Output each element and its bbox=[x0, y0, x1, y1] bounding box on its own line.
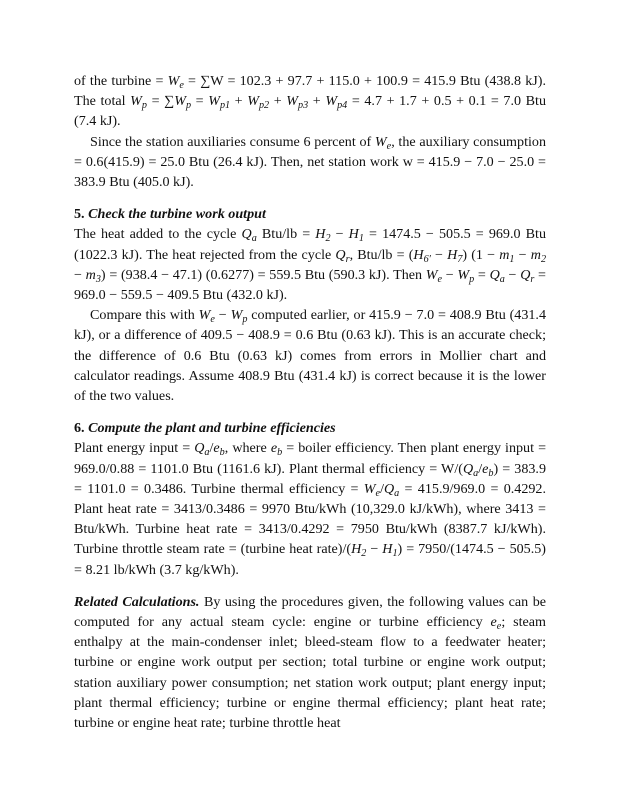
document-page bbox=[74, 71, 546, 733]
paragraph-plant-energy-input: Plant energy input = $Q_a/e_b$, where $e_b$ = boiler efficiency. Then plant energy input = 969.0/0.88 = 1101.0 Btu (1161.6 kJ). Plant thermal efficiency = $W/(Q_a/e_b) = 383.9 = 1101.0 = 0.3486$. Turbine thermal efficiency = $W_e/Q_a = 415.9/969.0 = 0.4292$. Plant heat rate = 3413/0.3486 = 9970 Btu/kWh (10,329.0 kJ/kWh), where 3413 = Btu/kWh. Turbine heat rate = 3413/0.4292 = 7950 Btu/kWh (8387.7 kJ/kWh). Turbine throttle steam rate = (turbine heat $rate)/(H_2 - H_1) = 7950/(1474.5 - 505.5) = 8.21$ lb/kWh (3.7 kg/kWh). bbox=[74, 440, 547, 578]
spacer bbox=[74, 192, 546, 204]
spacer bbox=[74, 406, 546, 418]
related-calculations-label: Related Calculations. bbox=[74, 593, 200, 610]
paragraph-auxiliary-consumption: Since the station auxiliaries consume 6 percent of $W_e$, the auxiliary consumption = 0.6(415.9) = 25.0 Btu (26.4 kJ). Then, net station work w = 415.9 − 7.0 − 25.0 = 383.9 Btu (405.0 kJ). bbox=[74, 133, 546, 191]
paragraph-heat-added: The heat added to the cycle $Q_a$ $Btu/lb = H_2 - H_1 = 1474.5 - 505.5 = 969.0$ Btu (1022.3 kJ). The heat rejected from the cycle $Q_r$, $Btu/lb = (H_{6'} - H_7) (1 - m_1 - m_2 - m_3) = (938.4 - 47.1) (0.6277) = 559.5$ Btu (590.3 kJ). Then $W_e - W_p = Q_a - Q_r = 969.0 - 559.5 - 409.5$ Btu (432.0 kJ). bbox=[74, 226, 547, 304]
paragraph-related-calculations: Related Calculations. By using the procedures given, the following values can be computed for any actual steam cycle: engine or turbine efficiency $e_e$; steam enthalpy at the main-condenser inlet; bleed-steam flow to a feedwater heater; turbine or engine work output per section; total turbine or engine work output; station auxiliary power consumption; net station work output; plant energy input; plant thermal efficiency; turbine or engine thermal efficiency; plant heat rate; turbine or engine heat rate; turbine throttle heat bbox=[74, 593, 546, 732]
paragraph-turbine-work: of the turbine = $W_e = \sum W = 102.3 + 97.7 + 115.0 + 100.9 = 415.9$ Btu (438.8 kJ). The total $W_p = \sum W_p = W_{p1} + W_{p2} + W_{p3} + W_{p4} = 4.7 + 1.7 + 0.5 + 0.1 = 7.0$ Btu (7.4 kJ). bbox=[74, 73, 547, 130]
section-heading-check-turbine-work: 5. Check the turbine work output bbox=[74, 206, 266, 223]
section-heading-compute-efficiencies: 6. Compute the plant and turbine efficiencies bbox=[74, 420, 336, 437]
paragraph-compare-check: Compare this with $W_e - W_p$ computed earlier, or 415.9 − 7.0 = 408.9 Btu (431.4 kJ), or a difference of 409.5 − 408.9 = 0.6 Btu (0.63 kJ). This is an accurate check; the difference of 0.6 Btu (0.63 kJ) comes from errors in Mollier chart and calculator readings. Assume 408.9 Btu (431.4 kJ) is correct because it is the lower of the two values. bbox=[74, 307, 546, 405]
spacer bbox=[74, 580, 546, 592]
